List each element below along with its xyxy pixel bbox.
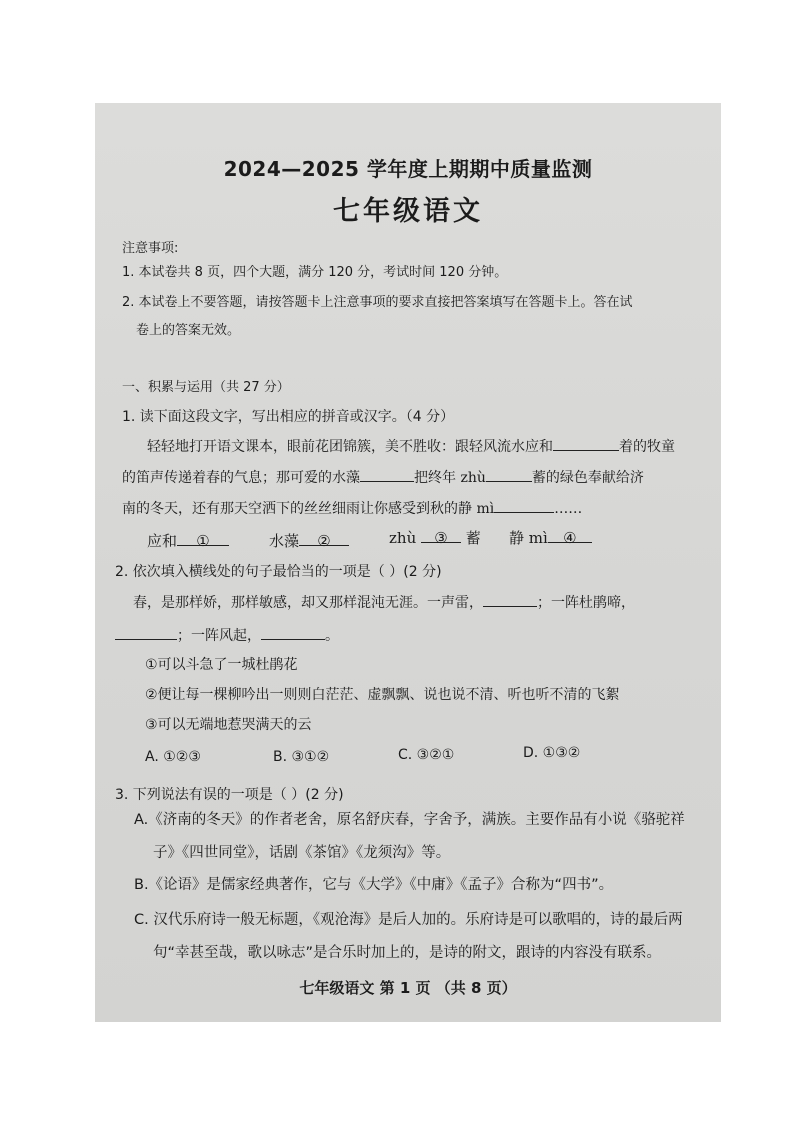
question-3-option-a-line-1: A.《济南的冬天》的作者老舍，原名舒庆春，字舍予，满族。主要作品有小说《骆驼祥 [134, 812, 685, 828]
answer-blank [115, 625, 177, 640]
passage-text: 南的冬天，还有那天空洒下的丝丝细雨让你感受到秋的静 mì [122, 501, 495, 517]
question-1-stem: 1. 读下面这段文字，写出相应的拼音或汉字。（4 分） [122, 409, 455, 425]
notice-item-2-line-2: 卷上的答案无效。 [136, 323, 241, 338]
answer-blank [494, 498, 554, 513]
answer-blank [261, 625, 325, 640]
answer-blank [483, 592, 537, 607]
answer-number: ③ [421, 528, 461, 543]
question-3-option-c-line-1: C. 汉代乐府诗一般无标题，《观沧海》是后人加的。乐府诗是可以歌唱的，诗的最后两 [134, 912, 683, 928]
section-1-heading: 一、积累与运用（共 27 分） [122, 380, 290, 395]
passage-text: 的笛声传递着春的气息；那可爱的水藻 [122, 470, 360, 486]
answer-label: 水藻 [269, 532, 300, 550]
question-2-passage-line-1 [133, 592, 635, 613]
passage-text: 轻轻地打开语文课本，眼前花团锦簇，美不胜收：跟轻风流水应和 [147, 439, 553, 455]
question-3-stem: 3. 下列说法有误的一项是（ ）(2 分) [115, 787, 344, 803]
answer-label: zhù [389, 529, 417, 547]
question-2-passage-line-2 [115, 625, 339, 646]
answer-label: 静 mì [509, 529, 548, 547]
answer-label: 蓄 [465, 529, 481, 547]
answer-number: ④ [548, 528, 592, 543]
passage-text: 蓄的绿色奉献给济 [531, 470, 644, 486]
passage-text: 。 [325, 628, 339, 644]
question-1-passage-line-2 [122, 467, 644, 488]
choice-b: B. ③①② [273, 749, 330, 765]
answer-item-3 [389, 528, 481, 548]
notice-item-2-line-1: 2. 本试卷上不要答题，请按答题卡上注意事项的要求直接把答案填写在答题卡上。答在试 [122, 295, 633, 310]
question-3-option-a-line-2: 子》《四世同堂》，话剧《茶馆》《龙须沟》等。 [153, 845, 451, 861]
question-3-option-c-line-2: 句“幸甚至哉，歌以咏志”是合乐时加上的，是诗的附文，跟诗的内容没有联系。 [153, 945, 662, 961]
answer-blank [486, 467, 532, 482]
passage-text: ；一阵杜鹃啼， [537, 595, 635, 611]
question-1-passage-line-3 [122, 498, 582, 519]
answer-blank [360, 467, 414, 482]
choice-a: A. ①②③ [145, 749, 201, 765]
page-footer: 七年级语文 第 1 页 （共 8 页） [299, 979, 517, 997]
answer-label: 应和 [147, 532, 178, 550]
passage-text: 春，是那样娇，那样敏感，却又那样混沌无涯。一声雷， [133, 595, 483, 611]
answer-item-4 [509, 528, 592, 548]
question-2-option-2: ②便让每一棵柳吟出一则则白茫茫、虚飘飘、说也说不清、听也听不清的飞絮 [145, 687, 620, 703]
exam-subject: 七年级语文 [333, 196, 483, 227]
passage-text: 着的牧童 [619, 439, 675, 455]
choice-c: C. ③②① [398, 747, 455, 763]
question-3-option-b: B.《论语》是儒家经典著作，它与《大学》《中庸》《孟子》合称为“四书”。 [134, 877, 614, 893]
answer-item-2 [269, 531, 349, 551]
choice-d: D. ①③② [523, 745, 581, 761]
answer-blank [553, 436, 619, 451]
question-1-passage-line-1 [147, 436, 675, 457]
notice-item-1: 1. 本试卷共 8 页，四个大题，满分 120 分，考试时间 120 分钟。 [122, 265, 508, 280]
passage-text: ；一阵风起， [177, 628, 261, 644]
notice-heading: 注意事项: [122, 241, 179, 256]
exam-title: 2024—2025 学年度上期期中质量监测 [223, 157, 593, 181]
question-2-stem: 2. 依次填入横线处的句子最恰当的一项是（ ）(2 分) [115, 564, 442, 580]
question-2-option-3: ③可以无端地惹哭满天的云 [145, 717, 312, 733]
answer-number: ② [299, 531, 349, 546]
question-2-option-1: ①可以斗急了一城杜鹃花 [145, 657, 298, 673]
answer-item-1 [147, 531, 229, 551]
exam-paper-page [95, 103, 721, 1022]
passage-text: …… [554, 501, 583, 517]
answer-number: ① [177, 531, 229, 546]
passage-text: 把终年 zhù [414, 470, 486, 486]
